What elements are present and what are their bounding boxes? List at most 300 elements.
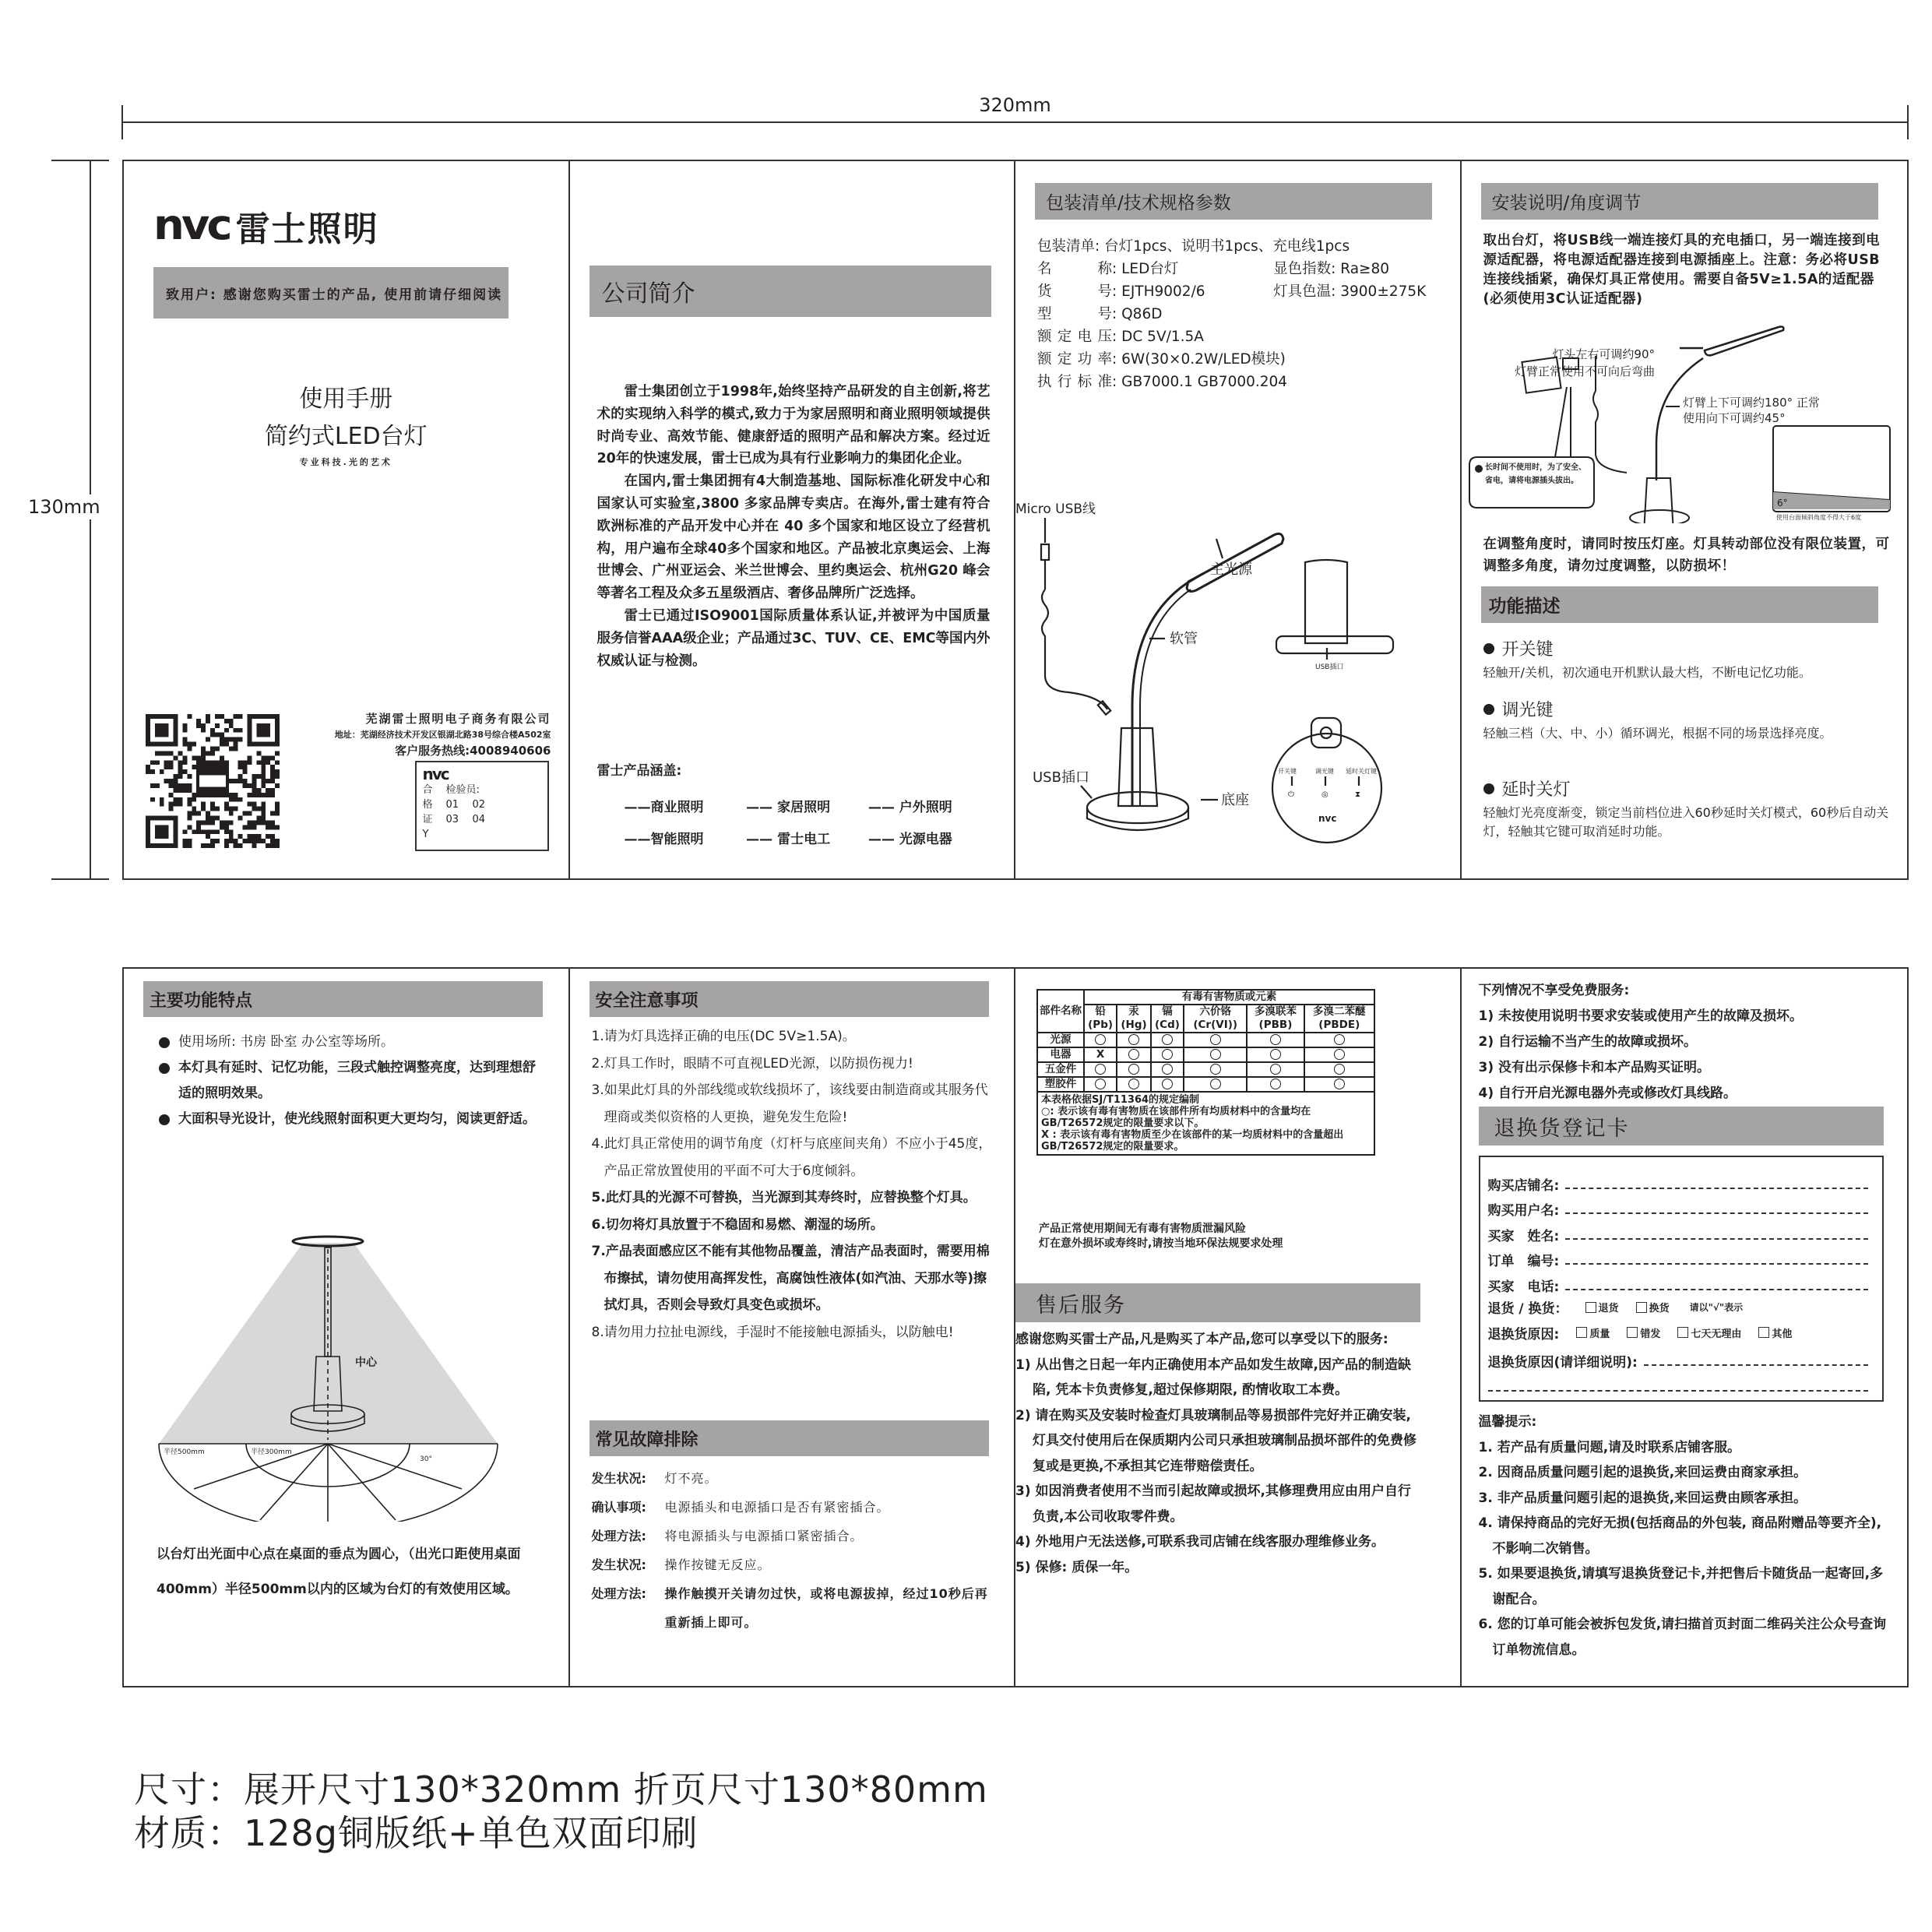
qr-module <box>243 779 248 783</box>
qr-module <box>150 783 155 788</box>
spec-key: 货号 <box>1037 283 1112 300</box>
qr-module <box>261 779 266 783</box>
qr-module <box>169 760 174 765</box>
inspector-code: 01 <box>445 799 459 811</box>
reason-detail-field-2[interactable] <box>1488 1390 1868 1392</box>
qr-module <box>270 839 275 843</box>
hazardous-substance-table <box>1036 989 1375 1156</box>
qr-module <box>256 807 261 811</box>
hourglass-icon: ⧗ <box>1355 790 1361 799</box>
button-panel-disc <box>1272 734 1381 843</box>
manual-title: 使用手册 <box>299 385 393 413</box>
qr-module <box>229 779 234 783</box>
radius-500-label: 半径500mm <box>164 1448 205 1456</box>
qr-module <box>247 783 252 788</box>
qr-module <box>201 802 206 807</box>
qr-module <box>201 723 206 728</box>
spec-value: GB7000.1 GB7000.204 <box>1121 374 1288 390</box>
qr-module <box>256 793 261 797</box>
qr-module <box>266 760 270 765</box>
qr-module <box>174 802 178 807</box>
spec-key: 型号 <box>1037 306 1112 322</box>
height-label: 130mm <box>28 496 100 518</box>
compliant-circle-icon <box>1304 1033 1374 1047</box>
qr-module <box>196 755 201 760</box>
qr-module <box>187 774 192 779</box>
qr-module <box>215 760 220 765</box>
dimension-tick <box>51 160 109 161</box>
qr-module <box>252 793 256 797</box>
trouble-key: 发生状况: <box>591 1557 646 1572</box>
qr-module <box>169 807 174 811</box>
compliant-circle-icon <box>1117 1077 1151 1092</box>
qr-module <box>275 807 280 811</box>
product-category: —— 光源电器 <box>867 832 952 847</box>
spec-list <box>1037 235 1426 393</box>
qr-module <box>243 769 248 774</box>
field-label: 退货 / 换货： <box>1487 1301 1568 1318</box>
spec-value: 台灯1pcs、说明书1pcs、充电线1pcs <box>1104 238 1350 255</box>
qr-module <box>146 765 150 769</box>
service-intro: 感谢您购买雷士产品,凡是购买了本产品,您可以享受以下的服务: <box>1015 1332 1388 1347</box>
qr-module <box>210 829 215 834</box>
qr-module <box>252 783 256 788</box>
qr-module <box>178 751 183 755</box>
qr-module <box>224 760 229 765</box>
spec-key: 包装清单: <box>1037 238 1100 255</box>
qr-module <box>174 779 178 783</box>
qr-code[interactable] <box>146 714 280 848</box>
qr-module <box>261 760 266 765</box>
part-name: 光源 <box>1037 1033 1084 1047</box>
user-name-field[interactable] <box>1565 1212 1867 1214</box>
qr-module <box>155 751 160 755</box>
service-list <box>1015 1327 1420 1580</box>
install-panel <box>1462 161 1908 878</box>
product-category: —— 雷士电工 <box>746 832 831 847</box>
qr-module <box>196 760 201 765</box>
function-desc: 轻触三档（大、中、小）循环调光，根据不同的场景选择亮度。 <box>1483 726 1832 741</box>
qr-module <box>187 802 192 807</box>
qr-module <box>215 815 220 820</box>
qr-module <box>234 737 238 742</box>
qr-module <box>234 793 238 797</box>
reason-row <box>1488 1320 1874 1346</box>
certificate-logo: nvc <box>422 765 449 783</box>
qr-module <box>270 779 275 783</box>
qr-module <box>224 843 229 848</box>
qr-module <box>178 783 183 788</box>
print-size: 尺寸：展开尺寸130*320mm 折页尺寸130*80mm <box>134 1768 988 1811</box>
rohs-footer <box>1039 1222 1283 1251</box>
qr-module <box>155 783 160 788</box>
qr-module <box>206 843 210 848</box>
intro-paragraph: 雷士集团创立于1998年,始终坚持产品研发的自主创新,将艺术的实现纳入科学的模式,致力于为家居照明和商业照明领域提供时尚专业、高效节能、健康舒适的照明产品和解决方案。经过近20年的快速发展，雷士已成为具有行业影响力的集团化企业。 <box>596 384 991 467</box>
qr-module <box>234 843 238 848</box>
qr-module <box>266 820 270 825</box>
qr-module <box>270 843 275 848</box>
field-label: 退换货原因: <box>1487 1326 1560 1343</box>
qr-module <box>275 811 280 816</box>
lamp-parts-diagram <box>1015 496 1459 878</box>
angle-label: 30° <box>420 1455 432 1463</box>
compliant-circle-icon <box>1184 1033 1247 1047</box>
company-address: 地址：芜湖经济技术开发区银湖北路38号综合楼A502室 <box>334 730 551 740</box>
rear-usb-label: USB插口 <box>1315 663 1344 671</box>
exceeds-mark: X <box>1084 1047 1117 1062</box>
qr-module <box>187 747 192 751</box>
print-material: 材质：128g铜版纸+单色双面印刷 <box>134 1812 699 1854</box>
qr-module <box>270 825 275 829</box>
qr-module <box>210 839 215 843</box>
bullet-icon <box>1475 465 1483 473</box>
cable-label: Micro USB线 <box>1015 501 1096 517</box>
qr-module <box>206 714 210 719</box>
qr-module <box>178 788 183 793</box>
qr-module <box>192 755 196 760</box>
usage-area-note: 以台灯出光面中心点在桌面的垂点为圆心，（出光口距使用桌面400mm）半径500mm以内的区域为台灯的有效使用区域。 <box>157 1547 521 1597</box>
qr-module <box>201 843 206 848</box>
light-source-label: 主光源 <box>1210 561 1252 578</box>
spec-key: 执行标准 <box>1037 374 1112 390</box>
compliant-circle-icon <box>1117 1047 1151 1062</box>
company-info <box>335 710 551 758</box>
qr-module <box>238 765 243 769</box>
tilt-note: 使用台面倾斜角度不得大于6度 <box>1775 514 1861 521</box>
reason-quality-checkbox[interactable]: 质量 <box>1576 1325 1610 1340</box>
qr-module <box>192 793 196 797</box>
qr-module <box>261 755 266 760</box>
tilt-angle: 6° <box>1776 498 1788 509</box>
qr-module <box>256 834 261 839</box>
qr-module <box>224 839 229 843</box>
qr-module <box>220 742 224 747</box>
print-spec <box>134 1768 988 1855</box>
qr-module <box>256 815 261 820</box>
qr-module <box>210 815 215 820</box>
light-coverage-diagram <box>151 1233 556 1522</box>
return-checkbox[interactable]: 退货 <box>1585 1300 1619 1314</box>
qr-module <box>270 788 275 793</box>
qr-module <box>275 843 280 848</box>
front-side-sheet <box>122 160 1909 880</box>
qr-module <box>252 843 256 848</box>
qr-module <box>182 769 187 774</box>
reason-wrong-item-checkbox[interactable]: 错发 <box>1627 1325 1660 1340</box>
qr-module <box>224 728 229 733</box>
qr-module <box>182 829 187 834</box>
qr-module <box>192 811 196 816</box>
qr-module <box>210 807 215 811</box>
qr-module <box>261 774 266 779</box>
function-item <box>1483 776 1896 841</box>
spec-value: Ra≥80 <box>1340 261 1390 277</box>
qr-module <box>196 719 201 723</box>
qr-module <box>252 807 256 811</box>
qr-module <box>256 788 261 793</box>
qr-module <box>256 774 261 779</box>
qr-module <box>229 719 234 723</box>
trouble-key: 发生状况: <box>591 1471 646 1486</box>
spec-row: 货号 : EJTH9002/6 灯具色温: 3900±275K <box>1037 280 1426 303</box>
qr-module <box>206 811 210 816</box>
qr-module <box>164 765 169 769</box>
qr-module <box>206 760 210 765</box>
note-basis: 本表格依据SJ/T11364的规定编制 <box>1041 1094 1200 1106</box>
spec-key: 名称 <box>1037 261 1112 277</box>
compliant-circle-icon <box>1084 1077 1117 1092</box>
power-icon: ⏻ <box>1288 790 1294 799</box>
qr-module <box>234 797 238 802</box>
cover-panel <box>124 161 570 878</box>
compliant-circle-icon <box>1304 1062 1374 1077</box>
qr-module <box>164 760 169 765</box>
nvc-logo-mark: nvc <box>153 201 230 250</box>
table-column-header: 六价铬(Cr(VI)) <box>1184 1005 1247 1033</box>
function-item <box>1483 636 1896 682</box>
qr-module <box>261 783 266 788</box>
inspector-label: 检验员: <box>445 784 480 796</box>
qr-module <box>160 751 164 755</box>
exclusion-item: 3) 没有出示保修卡和本产品购买证明。 <box>1478 1060 1711 1075</box>
qr-module <box>182 755 187 760</box>
center-label: 中心 <box>355 1357 377 1369</box>
qr-module <box>210 747 215 751</box>
usb-cable <box>1042 560 1107 709</box>
reason-detail-field[interactable] <box>1644 1364 1868 1366</box>
rear-column <box>1305 560 1347 643</box>
intro-paragraph: 在国内,雷士集团拥有4大制造基地、国际标准化研发中心和国家认可实验室,3800 多家品牌专卖店。在海外,雷士建有符合欧洲标准的产品开发中心并在 40 多个国家和地区设立了经营机构，用户遍布全球40多个国家和地区。产品被北京奥运会、上海世博会、广州亚运会、米兰世博会、里约奥运会、杭州G20 峰会等著名工程及众多五星级酒店、奢侈品牌所广泛选择。 <box>596 473 991 602</box>
qr-module <box>247 811 252 816</box>
qr-module <box>252 802 256 807</box>
table-column-header: 汞(Hg) <box>1117 1005 1151 1033</box>
qr-module <box>252 779 256 783</box>
compliant-circle-icon <box>1184 1047 1247 1062</box>
note-o: ○: 表示该有毒有害物质在该部件所有均质材料中的含量均在GB/T26572规定的限量要求以下。 <box>1041 1106 1311 1129</box>
exclusion-item: 2) 自行运输不当产生的故障或损坏。 <box>1478 1034 1698 1050</box>
qr-module <box>256 820 261 825</box>
qr-module <box>256 751 261 755</box>
service-item: 5) 保修: 质保一年。 <box>1015 1559 1138 1575</box>
spec-row <box>1037 235 1426 258</box>
trouble-key: 处理方法: <box>591 1529 646 1543</box>
service-item: 2) 请在购买及安装时检查灯具玻璃制品等易损部件完好并正确安装,灯具交付使用后在保质期内公司只承担玻璃制品损坏部件的免费修复或是更换,不承担其它连带赔偿责任。 <box>1015 1407 1416 1474</box>
qr-module <box>192 765 196 769</box>
qr-module <box>210 760 215 765</box>
lamp-base <box>1630 510 1689 523</box>
compliant-circle-icon <box>1117 1062 1151 1077</box>
tip-item: 4. 请保持商品的完好无损(包括商品的外包装, 商品附赠品等要齐全),不影响二次销售。 <box>1478 1515 1882 1557</box>
company-name: 芜湖雷士照明电子商务有限公司 <box>365 712 551 726</box>
tips <box>1479 1409 1892 1663</box>
reason-other-checkbox[interactable]: 其他 <box>1758 1325 1792 1340</box>
spec-value: EJTH9002/6 <box>1121 283 1205 300</box>
specs-panel <box>1015 161 1462 878</box>
qr-module <box>201 807 206 811</box>
qr-module <box>201 820 206 825</box>
service-hotline: 客户服务热线:4008940606 <box>395 744 551 758</box>
spec-value: 3900±275K <box>1340 283 1427 300</box>
section-heading: 退换货登记卡 <box>1479 1107 1884 1145</box>
qr-module <box>187 783 192 788</box>
qr-module <box>229 807 234 811</box>
qr-module <box>238 774 243 779</box>
qr-module <box>247 825 252 829</box>
qr-module <box>174 755 178 760</box>
qr-module <box>238 843 243 848</box>
buyer-name-field[interactable] <box>1565 1238 1867 1240</box>
qr-module <box>178 760 183 765</box>
qr-module <box>270 834 275 839</box>
feature-item: 本灯具有延时、记忆功能，三段式触控调整亮度，达到理想舒适的照明效果。 <box>159 1055 540 1107</box>
qr-module <box>215 723 220 728</box>
qr-module <box>238 797 243 802</box>
qr-module <box>155 723 169 737</box>
qr-module <box>275 802 280 807</box>
qr-module <box>187 788 192 793</box>
reason-seven-day-checkbox[interactable]: 七天无理由 <box>1677 1325 1741 1340</box>
qr-module <box>243 839 248 843</box>
qr-module <box>164 779 169 783</box>
qr-module <box>201 755 206 760</box>
spec-key: 显色指数: <box>1273 261 1336 277</box>
dimension-tick <box>121 105 123 139</box>
qr-module <box>187 843 192 848</box>
return-card-panel <box>1462 969 1908 1686</box>
rear-base <box>1276 636 1393 653</box>
qr-module <box>247 834 252 839</box>
qr-module <box>229 797 234 802</box>
qr-module <box>206 820 210 825</box>
qr-module <box>261 807 266 811</box>
qr-module <box>247 793 252 797</box>
compliant-circle-icon <box>1084 1033 1117 1047</box>
section-heading: 主要功能特点 <box>143 981 543 1017</box>
safety-item: 3.如果此灯具的外部线缆或软线损坏了，该线要由制造商或其服务代理商或类似资格的人更换，避免发生危险! <box>591 1082 988 1125</box>
cert-char: 合 <box>422 784 433 796</box>
qr-module <box>252 774 256 779</box>
qr-module <box>266 779 270 783</box>
qr-module <box>270 820 275 825</box>
spec-key: 额定功率 <box>1037 351 1112 368</box>
qr-module <box>238 815 243 820</box>
function-title: 调光键 <box>1501 701 1554 720</box>
features-panel <box>124 969 570 1686</box>
qr-module <box>196 811 201 816</box>
section-heading: 公司简介 <box>589 266 991 317</box>
compliant-circle-icon <box>1151 1077 1184 1092</box>
qr-module <box>187 825 192 829</box>
qr-module <box>192 797 196 802</box>
dimension-line <box>90 160 91 880</box>
qr-module <box>174 774 178 779</box>
exchange-checkbox[interactable]: 换货 <box>1636 1300 1670 1314</box>
trouble-row <box>592 1493 997 1522</box>
cert-char: 证 <box>422 814 433 825</box>
qr-module <box>224 825 229 829</box>
qr-module <box>210 802 215 807</box>
qr-module <box>206 829 210 834</box>
qr-module <box>256 760 261 765</box>
qr-module <box>155 825 169 839</box>
function-title: 延时关灯 <box>1501 780 1571 800</box>
tip-item: 2. 因商品质量问题引起的退换货,来回运费由商家承担。 <box>1478 1465 1807 1480</box>
checkbox-hint: 请以"√"表示 <box>1689 1302 1744 1314</box>
qr-module <box>210 820 215 825</box>
qr-module <box>215 747 220 751</box>
qr-module <box>247 802 252 807</box>
qr-module <box>243 760 248 765</box>
qr-module <box>160 797 164 802</box>
lamp-column <box>1118 728 1157 806</box>
qr-module <box>182 723 187 728</box>
compliant-circle-icon <box>1184 1062 1247 1077</box>
product-category: ——商业照明 <box>624 800 704 815</box>
table-row <box>1037 1077 1374 1092</box>
qr-module <box>266 834 270 839</box>
qr-module <box>261 765 266 769</box>
compliant-circle-icon <box>1304 1077 1374 1092</box>
compliant-circle-icon <box>1151 1062 1184 1077</box>
qr-module <box>238 834 243 839</box>
leader-line <box>1081 786 1092 798</box>
qr-module <box>234 807 238 811</box>
qr-module <box>224 807 229 811</box>
qr-module <box>224 829 229 834</box>
spec-row: 额定功率 : 6W(30×0.2W/LED模块) <box>1037 348 1426 371</box>
form-row <box>1488 1219 1874 1244</box>
qr-module <box>266 755 270 760</box>
qr-module <box>234 714 238 719</box>
qr-module <box>229 793 234 797</box>
tilt-wedge <box>1773 492 1890 509</box>
qr-module <box>229 811 234 816</box>
qr-module <box>206 834 210 839</box>
note-x: X : 表示该有毒有害物质至少在该部件的某一均质材料中的含量超出GB/T26572规定的限量要求。 <box>1041 1129 1344 1153</box>
base-logo: nvc <box>1318 813 1337 824</box>
qr-module <box>182 839 187 843</box>
qr-module <box>275 751 280 755</box>
phone-field[interactable] <box>1565 1289 1867 1290</box>
dimension-line <box>121 121 1909 123</box>
qr-module <box>238 737 243 742</box>
table-corner: 部件名称 <box>1037 990 1084 1033</box>
qr-module <box>275 783 280 788</box>
qr-module <box>266 788 270 793</box>
shop-name-field[interactable] <box>1565 1188 1867 1189</box>
qr-module <box>243 765 248 769</box>
form-row <box>1488 1371 1874 1396</box>
rohs-footer-line: 灯在意外损坏或寿终时,请按当地环保法规要求处理 <box>1039 1237 1283 1250</box>
inspector-code: 02 <box>472 799 486 811</box>
order-number-field[interactable] <box>1565 1263 1867 1265</box>
qr-module <box>252 820 256 825</box>
trouble-row <box>592 1579 997 1637</box>
width-label: 320mm <box>976 94 1054 116</box>
compliant-circle-icon <box>1247 1033 1304 1047</box>
qr-module <box>270 765 275 769</box>
qr-module <box>261 793 266 797</box>
qr-module <box>270 755 275 760</box>
cert-char: 格 <box>422 799 433 811</box>
dimension-tick <box>51 878 109 880</box>
qr-module <box>243 825 248 829</box>
qr-module <box>160 769 164 774</box>
trouble-key: 确认事项: <box>591 1500 646 1515</box>
qr-module <box>155 760 160 765</box>
safety-item: 7.产品表面感应区不能有其他物品覆盖，清洁产品表面时，需要用棉布擦拭，请勿使用高挥发性，高腐蚀性液体(如汽油、天那水等)擦拭灯具，否则会导致灯具变色或损坏。 <box>591 1244 990 1313</box>
qr-module <box>275 760 280 765</box>
